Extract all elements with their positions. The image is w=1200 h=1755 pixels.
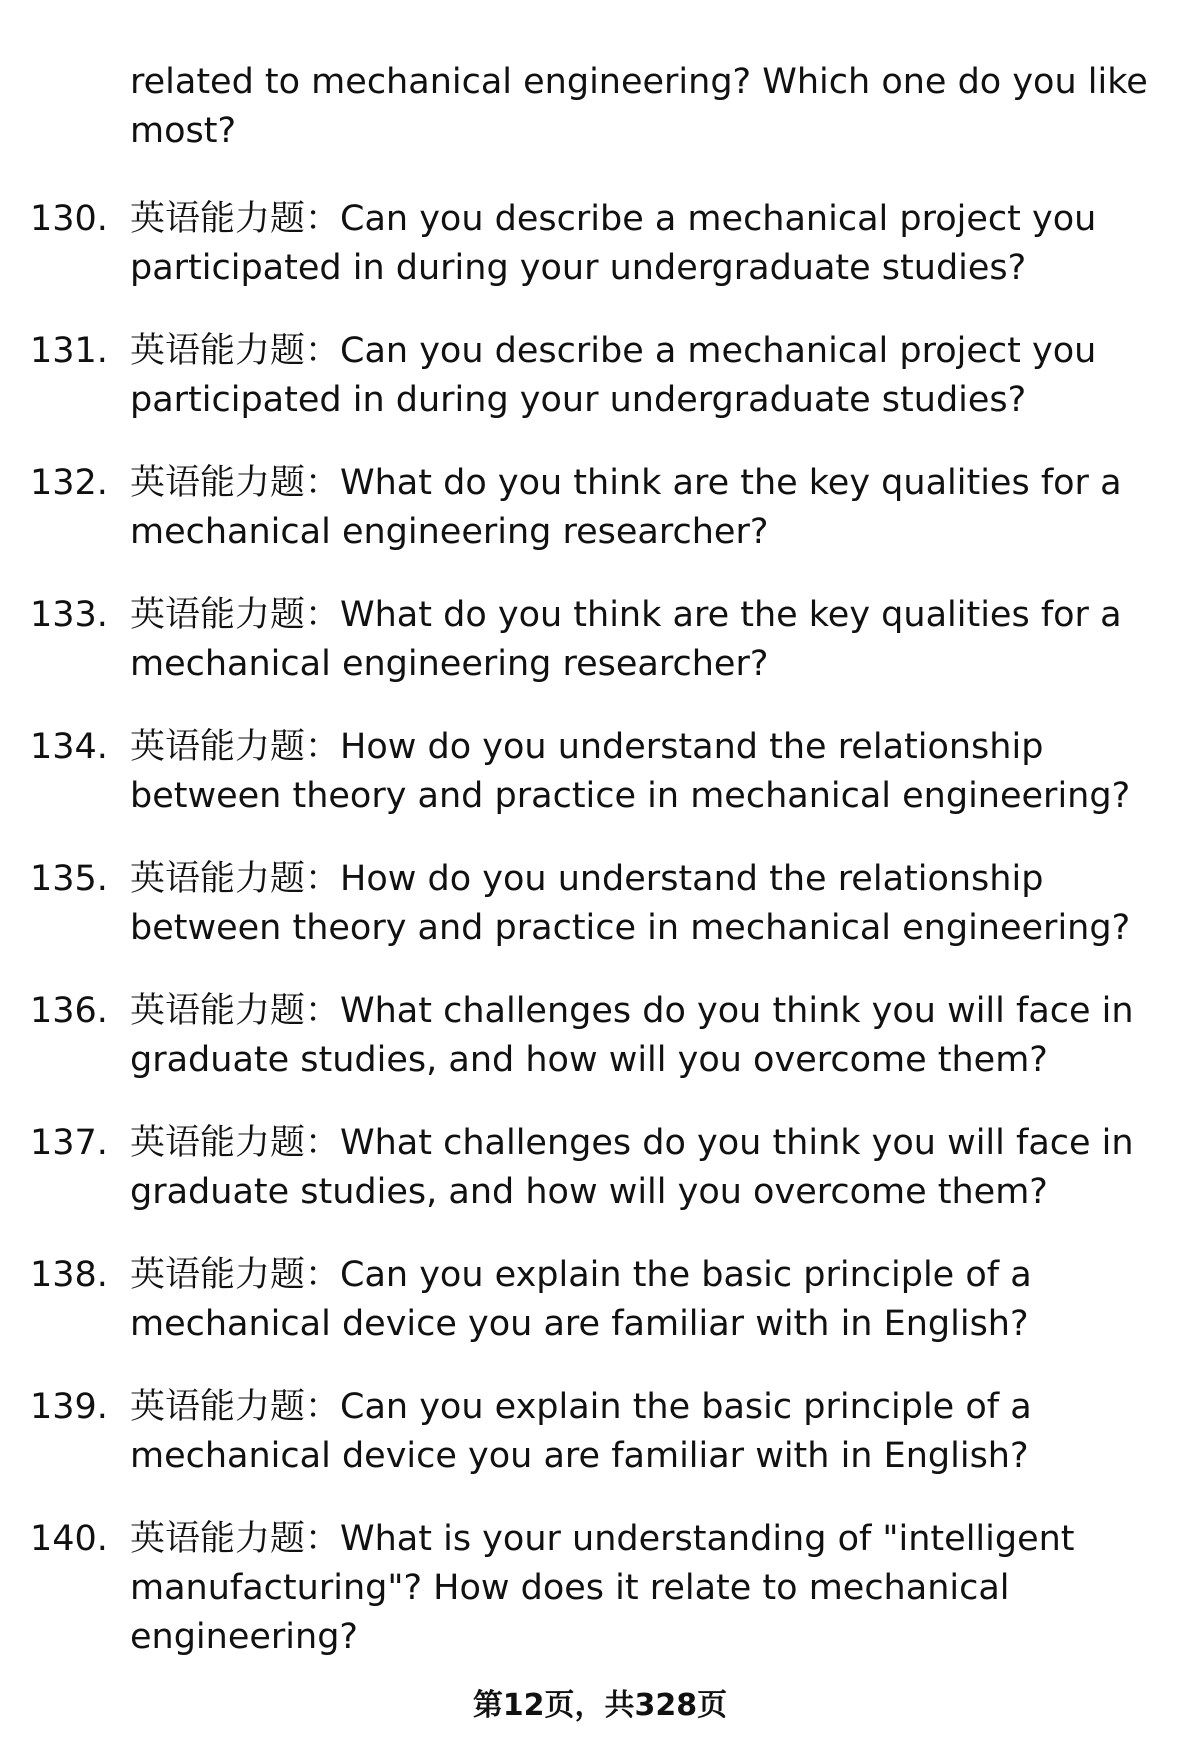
question-number: 132.	[30, 463, 108, 503]
question-prefix: 英语能力题：	[130, 1123, 341, 1163]
list-item	[0, 723, 1200, 855]
question-body	[130, 1383, 1140, 1481]
question-text: What challenges do you think you will face in graduate studies, and how will you overcome them?	[130, 991, 1134, 1080]
list-item	[0, 459, 1200, 591]
question-body	[130, 459, 1140, 557]
page-footer: 第12页，共328页	[472, 1688, 728, 1723]
question-body	[130, 327, 1140, 425]
question-text: Can you describe a mechanical project you participated in during your undergraduate studies?	[130, 331, 1097, 420]
question-text: Can you describe a mechanical project you participated in during your undergraduate studies?	[130, 199, 1097, 288]
question-text: What challenges do you think you will face in graduate studies, and how will you overcome them?	[130, 1123, 1134, 1212]
list-item	[0, 987, 1200, 1119]
question-text: What do you think are the key qualities for a mechanical engineering researcher?	[130, 463, 1122, 552]
list-item	[0, 1515, 1200, 1675]
question-prefix: 英语能力题：	[130, 1387, 341, 1427]
question-text: What do you think are the key qualities for a mechanical engineering researcher?	[130, 595, 1122, 684]
question-text: Can you explain the basic principle of a mechanical device you are familiar with in English?	[130, 1255, 1032, 1344]
question-body	[130, 591, 1140, 689]
list-item	[0, 855, 1200, 987]
question-body	[130, 723, 1140, 821]
question-body	[130, 1515, 1140, 1662]
question-prefix: 英语能力题：	[130, 1519, 341, 1559]
list-item	[0, 1251, 1200, 1383]
question-number: 130.	[30, 199, 108, 239]
question-text: Can you explain the basic principle of a mechanical device you are familiar with in English?	[130, 1387, 1032, 1476]
list-item	[0, 591, 1200, 723]
question-list	[0, 195, 1200, 1675]
question-body	[130, 855, 1140, 953]
question-number: 131.	[30, 331, 108, 371]
question-prefix: 英语能力题：	[130, 727, 341, 767]
list-item	[0, 195, 1200, 327]
question-text: What is your understanding of "intelligent manufacturing"? How does it relate to mechanical engineering?	[130, 1519, 1075, 1657]
question-number: 133.	[30, 595, 108, 635]
question-number: 138.	[30, 1255, 108, 1295]
question-body	[130, 1119, 1140, 1217]
list-item	[0, 1119, 1200, 1251]
continued-question-text: related to mechanical engineering? Which one do you like most?	[130, 62, 1148, 151]
question-text: How do you understand the relationship between theory and practice in mechanical engineering?	[130, 859, 1131, 948]
question-prefix: 英语能力题：	[130, 595, 341, 635]
question-number: 140.	[30, 1519, 108, 1559]
list-item	[0, 327, 1200, 459]
question-prefix: 英语能力题：	[130, 331, 341, 371]
question-number: 137.	[30, 1123, 108, 1163]
question-prefix: 英语能力题：	[130, 859, 341, 899]
question-number: 139.	[30, 1387, 108, 1427]
question-prefix: 英语能力题：	[130, 463, 341, 503]
question-number: 134.	[30, 727, 108, 767]
question-body	[130, 1251, 1140, 1349]
question-prefix: 英语能力题：	[130, 1255, 341, 1295]
question-prefix: 英语能力题：	[130, 991, 341, 1031]
question-body	[130, 195, 1140, 293]
question-text: How do you understand the relationship between theory and practice in mechanical engineering?	[130, 727, 1131, 816]
question-number: 136.	[30, 991, 108, 1031]
question-number: 135.	[30, 859, 108, 899]
question-prefix: 英语能力题：	[130, 199, 341, 239]
list-item	[0, 1383, 1200, 1515]
question-body	[130, 987, 1140, 1085]
